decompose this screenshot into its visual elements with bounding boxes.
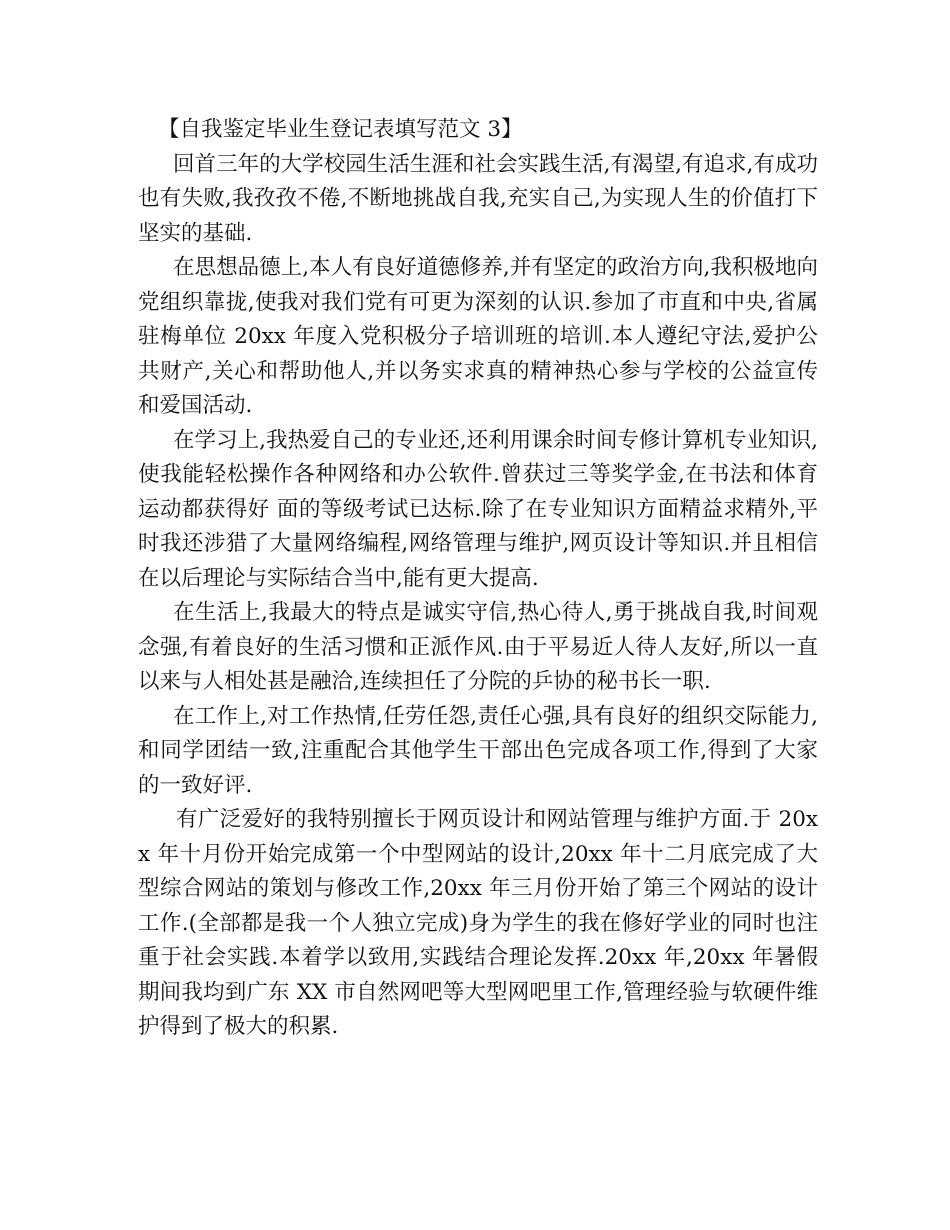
paragraph-work: 在工作上,对工作热情,任劳任怨,责任心强,具有良好的组织交际能力,和同学团结一致,注重配合其他学生干部出色完成各项工作,得到了大家的一致好评.	[138, 703, 818, 798]
document-title: 【自我鉴定毕业生登记表填写范文 3】	[158, 117, 523, 142]
paragraph-life: 在生活上,我最大的特点是诚实守信,热心待人,勇于挑战自我,时间观念强,有着良好的生活习惯和正派作风.由于平易近人待人友好,所以一直以来与人相处甚是融洽,连续担任了分院的乒协的秘书长一职.	[138, 600, 818, 694]
paragraph-hobbies: 有广泛爱好的我特别擅长于网页设计和网站管理与维护方面.于 20xx 年十月份开始完成第一个中型网站的设计,20xx 年十二月底完成了大型综合网站的策划与修改工作,20xx 年三月份开始了第三个网站的设计工作.(全部都是我一个人独立完成)身为学生的我在修好学业的同时也注重于社会实践.本着学以致用,实践结合理论发挥.20xx 年,20xx 年暑假期间我均到广东 XX 市自然网吧等大型网吧里工作,管理经验与软硬件维护得到了极大的积累.	[138, 807, 818, 1039]
document-body	[138, 113, 818, 1045]
paragraph-intro: 回首三年的大学校园生活生涯和社会实践生活,有渴望,有追求,有成功也有失败,我孜孜不倦,不断地挑战自我,充实自己,为实现人生的价值打下坚实的基础.	[138, 151, 818, 246]
paragraph-ideology: 在思想品德上,本人有良好道德修养,并有坚定的政治方向,我积极地向党组织靠拢,使我对我们党有可更为深刻的认识.参加了市直和中央,省属驻梅单位 20xx 年度入党积极分子培训班的培训.本人遵纪守法,爱护公共财产,关心和帮助他人,并以务实求真的精神热心参与学校的公益宣传和爱国活动.	[138, 255, 818, 418]
paragraph-study: 在学习上,我热爱自己的专业还,还利用课余时间专修计算机专业知识,使我能轻松操作各种网络和办公软件.曾获过三等奖学金,在书法和体育运动都获得好 面的等级考试已达标.除了在专业知识方面精益求精外,平时我还涉猎了大量网络编程,网络管理与维护,网页设计等知识.并且相信在以后理论与实际结合当中,能有更大提高.	[138, 427, 818, 591]
